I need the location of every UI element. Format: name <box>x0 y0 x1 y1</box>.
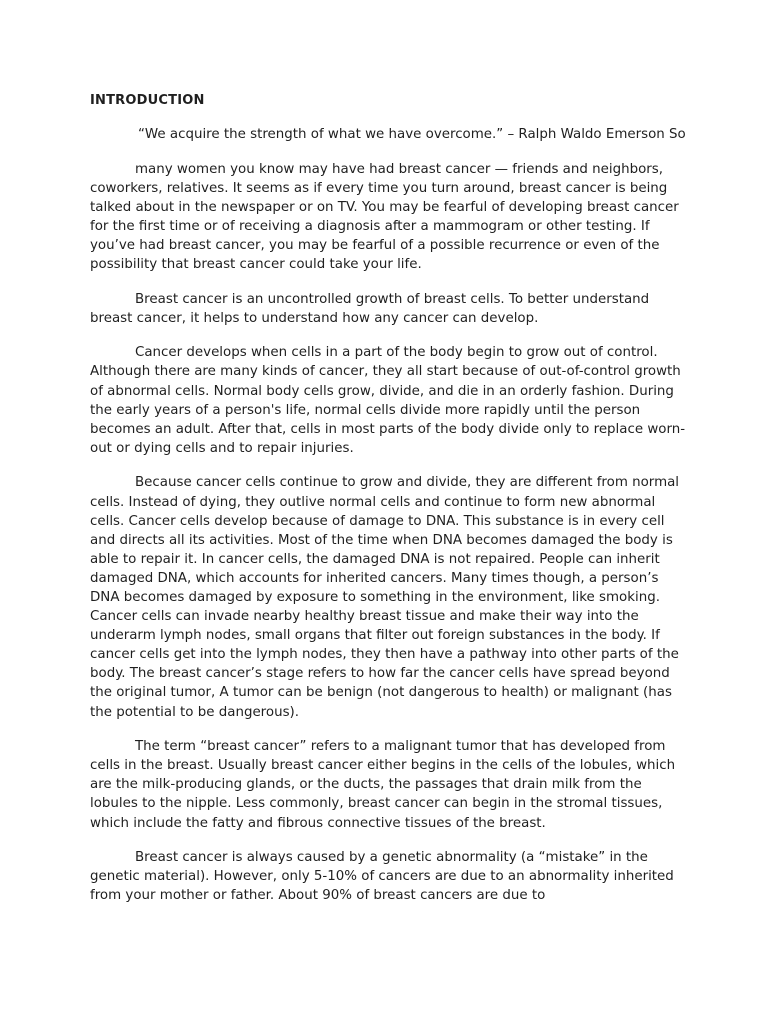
paragraph: many women you know may have had breast cancer — friends and neighbors, coworkers, relatives. It seems as if every time you turn around, breast cancer is being talked about in the newspaper or on TV. You may be fearful of developing breast cancer for the first time or of receiving a diagnosis after a mammogram or other testing. If you’ve had breast cancer, you may be fearful of a possible recurrence or even of the possibility that breast cancer could take your life. <box>90 161 679 273</box>
paragraph: Cancer develops when cells in a part of the body begin to grow out of control. Although there are many kinds of cancer, they all start because of out-of-control growth of abnormal cells. Normal body cells grow, divide, and die in an orderly fashion. During the early years of a person's life, normal cells divide more rapidly until the person becomes an adult. After that, cells in most parts of the body divide only to replace worn-out or dying cells and to repair injuries. <box>90 345 686 456</box>
paragraph: Breast cancer is an uncontrolled growth of breast cells. To better understand breast cancer, it helps to understand how any cancer can develop. <box>90 291 650 326</box>
paragraph: Because cancer cells continue to grow and divide, they are different from normal cells. Instead of dying, they outlive normal cells and continue to form new abnormal cells. Cancer cells develop because of damage to DNA. This substance is in every cell and directs all its activities. Most of the time when DNA becomes damaged the body is able to repair it. In cancer cells, the damaged DNA is not repaired. People can inherit damaged DNA, which accounts for inherited cancers. Many times though, a person’s DNA becomes damaged by exposure to something in the environment, like smoking. Cancer cells can invade nearby healthy breast tissue and make their way into the underarm lymph nodes, small organs that filter out foreign substances in the body. If cancer cells get into the lymph nodes, they then have a pathway into other parts of the body. The breast cancer’s stage refers to how far the cancer cells have spread beyond the original tumor, A tumor can be benign (not dangerous to health) or malignant (has the potential to be dangerous). <box>90 475 680 720</box>
paragraph: The term “breast cancer” refers to a malignant tumor that has developed from cells in the breast. Usually breast cancer either begins in the cells of the lobules, which are the milk-producing glands, or the ducts, the passages that drain milk from the lobules to the nipple. Less commonly, breast cancer can begin in the stromal tissues, which include the fatty and fibrous connective tissues of the breast. <box>90 739 676 831</box>
section-heading: INTRODUCTION <box>90 93 205 108</box>
epigraph-quote: “We acquire the strength of what we have overcome.” – Ralph Waldo Emerson So <box>138 127 686 142</box>
paragraph: Breast cancer is always caused by a genetic abnormality (a “mistake” in the genetic material). However, only 5-10% of cancers are due to an abnormality inherited from your mother or father. About 90% of breast cancers are due to <box>90 850 674 904</box>
document-page <box>90 92 690 921</box>
